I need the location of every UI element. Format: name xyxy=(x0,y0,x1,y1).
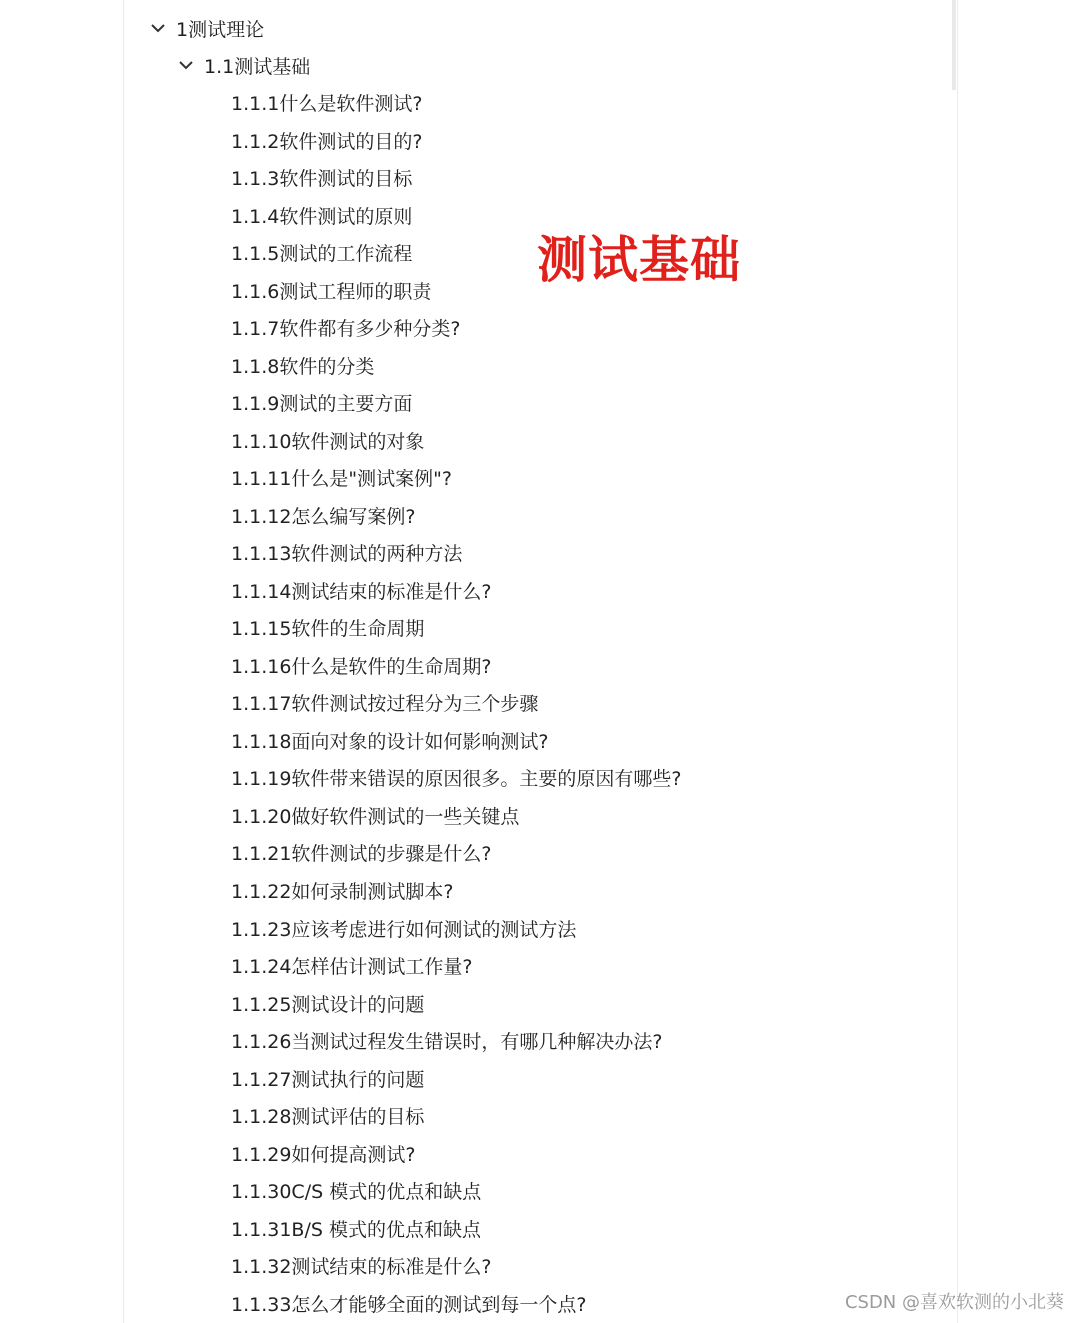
outline-item[interactable]: 1.1.7软件都有多少种分类? xyxy=(231,317,461,340)
outline-item[interactable]: 1.1.1什么是软件测试? xyxy=(231,92,423,115)
outline-item[interactable]: 1.1.29如何提高测试? xyxy=(231,1143,416,1166)
outline-item[interactable]: 1.1.30C/S 模式的优点和缺点 xyxy=(231,1180,482,1203)
outline-item[interactable]: 1.1.25测试设计的问题 xyxy=(231,993,425,1016)
tree-node-root[interactable] xyxy=(148,14,264,42)
outline-item[interactable]: 1.1.11什么是"测试案例"? xyxy=(231,467,452,490)
outline-item[interactable]: 1.1.4软件测试的原则 xyxy=(231,205,413,228)
outline-item[interactable]: 1.1.22如何录制测试脚本? xyxy=(231,880,454,903)
overlay-title: 测试基础 xyxy=(537,231,741,289)
watermark: CSDN @喜欢软测的小北葵 xyxy=(844,1292,1064,1313)
tree-node-root-label: 1测试理论 xyxy=(176,18,265,41)
outline-item[interactable]: 1.1.33怎么才能够全面的测试到每一个点? xyxy=(231,1293,587,1316)
outline-item[interactable]: 1.1.27测试执行的问题 xyxy=(231,1068,425,1091)
tree-node-section[interactable] xyxy=(176,51,310,79)
outline-item[interactable]: 1.1.21软件测试的步骤是什么? xyxy=(231,842,492,865)
scrollbar[interactable] xyxy=(952,0,956,90)
outline-item[interactable]: 1.1.17软件测试按过程分为三个步骤 xyxy=(231,692,539,715)
tree-node-section-label: 1.1测试基础 xyxy=(204,55,311,78)
outline-item[interactable]: 1.1.5测试的工作流程 xyxy=(231,242,413,265)
chevron-down-icon[interactable] xyxy=(148,18,168,38)
outline-item[interactable]: 1.1.6测试工程师的职责 xyxy=(231,280,432,303)
outline-item[interactable]: 1.1.15软件的生命周期 xyxy=(231,617,425,640)
outline-item[interactable]: 1.1.19软件带来错误的原因很多。主要的原因有哪些? xyxy=(231,767,682,790)
outline-item[interactable]: 1.1.16什么是软件的生命周期? xyxy=(231,655,492,678)
outline-item[interactable]: 1.1.10软件测试的对象 xyxy=(231,430,425,453)
outline-item[interactable]: 1.1.24怎样估计测试工作量? xyxy=(231,955,473,978)
outline-item[interactable]: 1.1.18面向对象的设计如何影响测试? xyxy=(231,730,549,753)
outline-item[interactable]: 1.1.31B/S 模式的优点和缺点 xyxy=(231,1218,481,1241)
outline-item[interactable]: 1.1.14测试结束的标准是什么? xyxy=(231,580,492,603)
outline-item[interactable]: 1.1.12怎么编写案例? xyxy=(231,505,416,528)
outline-item[interactable]: 1.1.8软件的分类 xyxy=(231,355,375,378)
outline-item[interactable]: 1.1.26当测试过程发生错误时，有哪几种解决办法? xyxy=(231,1030,663,1053)
outline-item[interactable]: 1.1.32测试结束的标准是什么? xyxy=(231,1255,492,1278)
chevron-down-icon[interactable] xyxy=(176,55,196,75)
outline-item[interactable]: 1.1.23应该考虑进行如何测试的测试方法 xyxy=(231,918,577,941)
outline-item[interactable]: 1.1.2软件测试的目的? xyxy=(231,130,423,153)
outline-item[interactable]: 1.1.28测试评估的目标 xyxy=(231,1105,425,1128)
outline-item[interactable]: 1.1.9测试的主要方面 xyxy=(231,392,413,415)
outline-item[interactable]: 1.1.13软件测试的两种方法 xyxy=(231,542,463,565)
outline-item[interactable]: 1.1.3软件测试的目标 xyxy=(231,167,413,190)
outline-item[interactable]: 1.1.20做好软件测试的一些关键点 xyxy=(231,805,520,828)
